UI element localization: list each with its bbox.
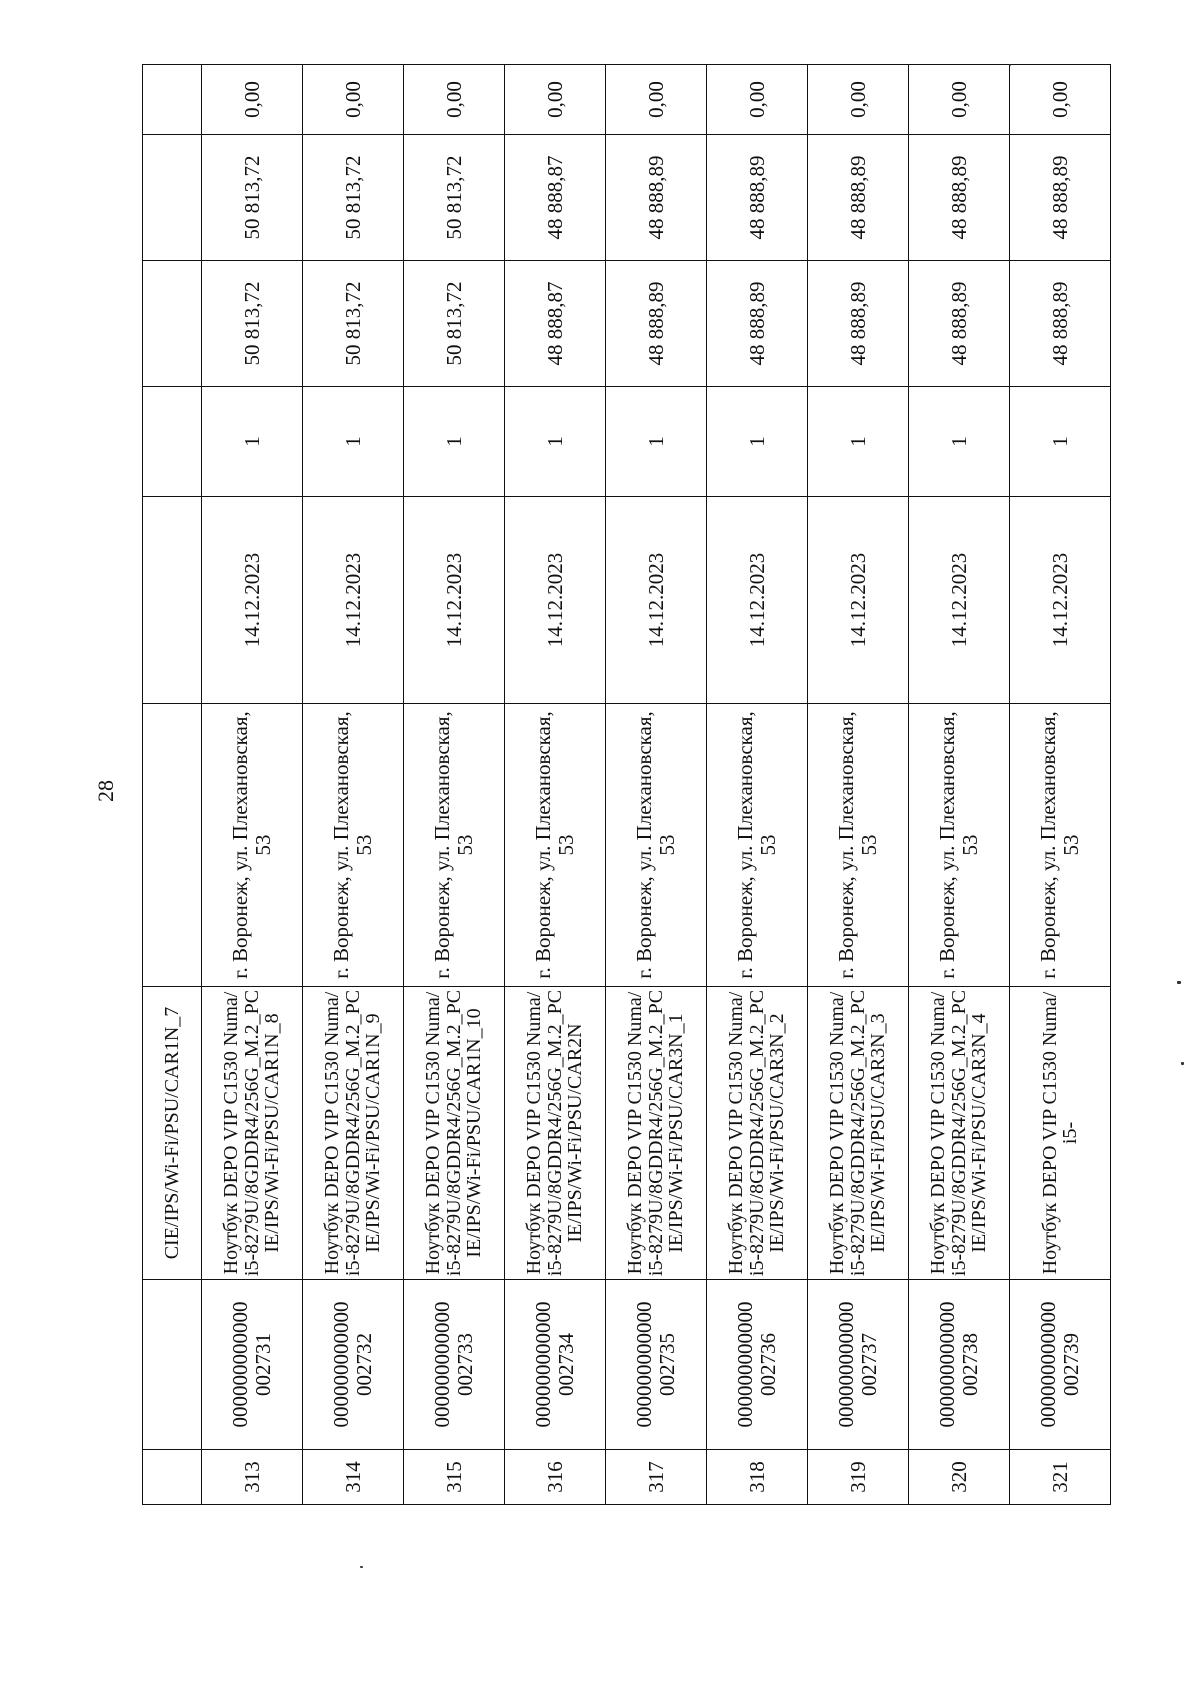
cell-address: г. Воронеж, ул. Плехановская, 53 bbox=[1010, 704, 1111, 987]
cell-residual bbox=[143, 65, 202, 135]
cell-cost: 50 813,72 bbox=[303, 135, 404, 261]
cell-residual: 0,00 bbox=[707, 65, 808, 135]
cell-num: 315 bbox=[404, 1450, 505, 1505]
cell-description: Ноутбук DEPO VIP C1530 Numa/i5- bbox=[1010, 987, 1111, 1280]
cell-price: 50 813,72 bbox=[404, 261, 505, 387]
cell-date: 14.12.2023 bbox=[1010, 497, 1111, 704]
cell-num: 314 bbox=[303, 1450, 404, 1505]
cell-qty: 1 bbox=[505, 387, 606, 497]
table-row bbox=[303, 65, 404, 1505]
cell-code: 000000000000 002738 bbox=[909, 1280, 1010, 1450]
cell-num: 319 bbox=[808, 1450, 909, 1505]
cell-date: 14.12.2023 bbox=[909, 497, 1010, 704]
cell-residual: 0,00 bbox=[909, 65, 1010, 135]
cell-cost: 48 888,89 bbox=[606, 135, 707, 261]
table-row bbox=[606, 65, 707, 1505]
cell-price: 50 813,72 bbox=[303, 261, 404, 387]
table-row bbox=[808, 65, 909, 1505]
cell-qty: 1 bbox=[202, 387, 303, 497]
cell-date: 14.12.2023 bbox=[808, 497, 909, 704]
cell-description: Ноутбук DEPO VIP C1530 Numa/i5-8279U/8GDDR4/256G_M.2_PCIE/IPS/Wi-Fi/PSU/CAR1N_8 bbox=[202, 987, 303, 1280]
cell-num: 317 bbox=[606, 1450, 707, 1505]
cell-residual: 0,00 bbox=[404, 65, 505, 135]
cell-date: 14.12.2023 bbox=[606, 497, 707, 704]
cell-address: г. Воронеж, ул. Плехановская, 53 bbox=[202, 704, 303, 987]
cell-code: 000000000000 002731 bbox=[202, 1280, 303, 1450]
cell-code: 000000000000 002736 bbox=[707, 1280, 808, 1450]
cell-date bbox=[143, 497, 202, 704]
scan-speck bbox=[1177, 981, 1181, 984]
cell-address: г. Воронеж, ул. Плехановская, 53 bbox=[707, 704, 808, 987]
cell-price bbox=[143, 261, 202, 387]
table-row bbox=[1010, 65, 1111, 1505]
cell-cost: 48 888,89 bbox=[808, 135, 909, 261]
scan-speck bbox=[1009, 64, 1011, 66]
cell-cost: 48 888,89 bbox=[1010, 135, 1111, 261]
cell-num: 318 bbox=[707, 1450, 808, 1505]
cell-qty: 1 bbox=[1010, 387, 1111, 497]
cell-code: 000000000000 002734 bbox=[505, 1280, 606, 1450]
cell-cost: 48 888,87 bbox=[505, 135, 606, 261]
cell-price: 48 888,89 bbox=[808, 261, 909, 387]
cell-address: г. Воронеж, ул. Плехановская, 53 bbox=[606, 704, 707, 987]
cell-address: г. Воронеж, ул. Плехановская, 53 bbox=[303, 704, 404, 987]
cell-description: Ноутбук DEPO VIP C1530 Numa/i5-8279U/8GDDR4/256G_M.2_PCIE/IPS/Wi-Fi/PSU/CAR1N_10 bbox=[404, 987, 505, 1280]
cell-description: Ноутбук DEPO VIP C1530 Numa/i5-8279U/8GDDR4/256G_M.2_PCIE/IPS/Wi-Fi/PSU/CAR3N_2 bbox=[707, 987, 808, 1280]
asset-table bbox=[142, 64, 1111, 1505]
continuation-row bbox=[143, 65, 202, 1505]
cell-code: 000000000000 002739 bbox=[1010, 1280, 1111, 1450]
cell-qty: 1 bbox=[808, 387, 909, 497]
cell-cost: 48 888,89 bbox=[909, 135, 1010, 261]
cell-code: 000000000000 002737 bbox=[808, 1280, 909, 1450]
cell-residual: 0,00 bbox=[606, 65, 707, 135]
cell-num: 321 bbox=[1010, 1450, 1111, 1505]
cell-cost bbox=[143, 135, 202, 261]
table-row bbox=[202, 65, 303, 1505]
cell-description: Ноутбук DEPO VIP C1530 Numa/i5-8279U/8GDDR4/256G_M.2_PCIE/IPS/Wi-Fi/PSU/CAR3N_3 bbox=[808, 987, 909, 1280]
cell-code: 000000000000 002732 bbox=[303, 1280, 404, 1450]
table-row bbox=[404, 65, 505, 1505]
cell-num: 320 bbox=[909, 1450, 1010, 1505]
cell-qty: 1 bbox=[606, 387, 707, 497]
cell-address: г. Воронеж, ул. Плехановская, 53 bbox=[808, 704, 909, 987]
cell-description: Ноутбук DEPO VIP C1530 Numa/i5-8279U/8GDDR4/256G_M.2_PCIE/IPS/Wi-Fi/PSU/CAR3N_1 bbox=[606, 987, 707, 1280]
cell-description: CIE/IPS/Wi-Fi/PSU/CAR1N_7 bbox=[143, 987, 202, 1280]
cell-description: Ноутбук DEPO VIP C1530 Numa/i5-8279U/8GDDR4/256G_M.2_PCIE/IPS/Wi-Fi/PSU/CAR1N_9 bbox=[303, 987, 404, 1280]
cell-date: 14.12.2023 bbox=[404, 497, 505, 704]
cell-price: 48 888,89 bbox=[909, 261, 1010, 387]
cell-code bbox=[143, 1280, 202, 1450]
cell-code: 000000000000 002733 bbox=[404, 1280, 505, 1450]
cell-num: 316 bbox=[505, 1450, 606, 1505]
cell-price: 48 888,89 bbox=[1010, 261, 1111, 387]
cell-num bbox=[143, 1450, 202, 1505]
cell-residual: 0,00 bbox=[505, 65, 606, 135]
cell-qty: 1 bbox=[707, 387, 808, 497]
cell-code: 000000000000 002735 bbox=[606, 1280, 707, 1450]
cell-price: 48 888,87 bbox=[505, 261, 606, 387]
cell-num: 313 bbox=[202, 1450, 303, 1505]
cell-cost: 48 888,89 bbox=[707, 135, 808, 261]
cell-date: 14.12.2023 bbox=[707, 497, 808, 704]
cell-description: Ноутбук DEPO VIP C1530 Numa/i5-8279U/8GDDR4/256G_M.2_PCIE/IPS/Wi-Fi/PSU/CAR3N_4 bbox=[909, 987, 1010, 1280]
cell-price: 50 813,72 bbox=[202, 261, 303, 387]
cell-residual: 0,00 bbox=[303, 65, 404, 135]
rotated-page-content bbox=[142, 65, 1098, 1505]
cell-cost: 50 813,72 bbox=[202, 135, 303, 261]
cell-date: 14.12.2023 bbox=[505, 497, 606, 704]
cell-residual: 0,00 bbox=[1010, 65, 1111, 135]
cell-qty: 1 bbox=[303, 387, 404, 497]
cell-date: 14.12.2023 bbox=[303, 497, 404, 704]
cell-residual: 0,00 bbox=[808, 65, 909, 135]
cell-description: Ноутбук DEPO VIP C1530 Numa/i5-8279U/8GDDR4/256G_M.2_PCIE/IPS/Wi-Fi/PSU/CAR2N bbox=[505, 987, 606, 1280]
cell-address bbox=[143, 704, 202, 987]
asset-table-body bbox=[143, 65, 1111, 1505]
cell-qty: 1 bbox=[404, 387, 505, 497]
cell-address: г. Воронеж, ул. Плехановская, 53 bbox=[909, 704, 1010, 987]
cell-cost: 50 813,72 bbox=[404, 135, 505, 261]
cell-address: г. Воронеж, ул. Плехановская, 53 bbox=[404, 704, 505, 987]
scan-speck bbox=[1181, 1062, 1184, 1065]
table-row bbox=[707, 65, 808, 1505]
cell-price: 48 888,89 bbox=[707, 261, 808, 387]
cell-qty: 1 bbox=[909, 387, 1010, 497]
cell-date: 14.12.2023 bbox=[202, 497, 303, 704]
cell-residual: 0,00 bbox=[202, 65, 303, 135]
cell-price: 48 888,89 bbox=[606, 261, 707, 387]
table-row bbox=[505, 65, 606, 1505]
table-row bbox=[909, 65, 1010, 1505]
page-number: 28 bbox=[93, 780, 118, 802]
cell-address: г. Воронеж, ул. Плехановская, 53 bbox=[505, 704, 606, 987]
scan-speck bbox=[360, 1566, 363, 1568]
cell-qty bbox=[143, 387, 202, 497]
